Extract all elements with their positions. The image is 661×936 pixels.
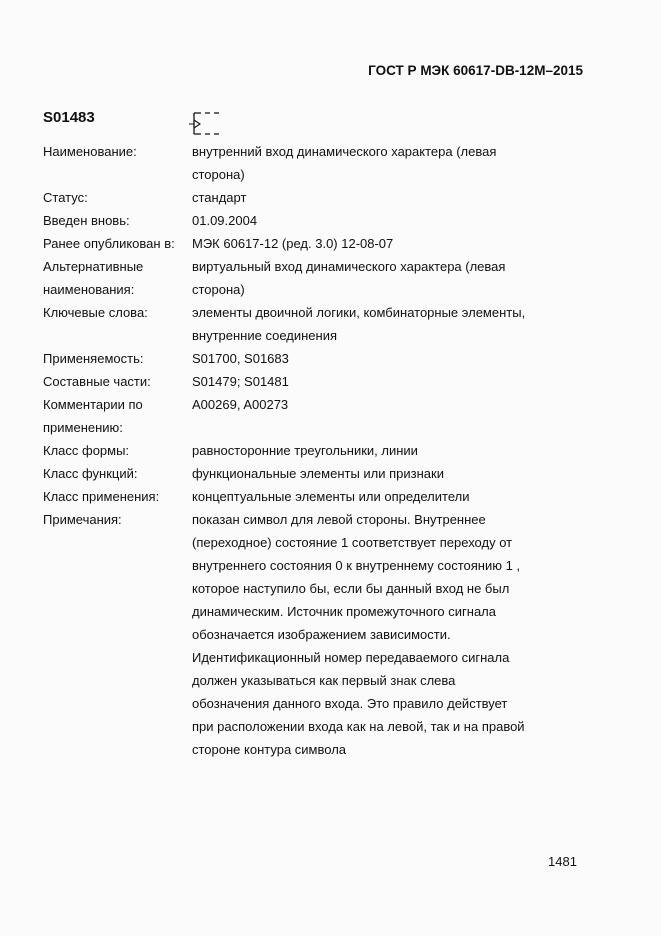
value-line: равносторонние треугольники, линии — [192, 443, 418, 458]
attribute-row — [43, 140, 583, 186]
attribute-label — [43, 347, 192, 370]
attribute-value — [192, 186, 583, 209]
value-line: (переходное) состояние 1 соответствует переходу от — [192, 535, 513, 550]
value-line: сторона) — [192, 282, 245, 297]
attribute-label — [43, 462, 192, 485]
value-line: обозначения данного входа. Это правило действует — [192, 696, 508, 711]
value-line: внутреннего состояния 0 к внутреннему состоянию 1 , — [192, 558, 521, 573]
attribute-row — [43, 255, 583, 301]
label-line: Комментарии по — [43, 397, 143, 412]
label-line: Класс формы: — [43, 443, 130, 458]
attribute-label — [43, 393, 192, 439]
attribute-row — [43, 232, 583, 255]
value-line: внутренние соединения — [192, 328, 338, 343]
attribute-label — [43, 508, 192, 761]
label-line: Ключевые слова: — [43, 305, 148, 320]
attribute-label — [43, 186, 192, 209]
value-line: динамическим. Источник промежуточного сигнала — [192, 604, 497, 619]
value-line: обозначается изображением зависимости. — [192, 627, 451, 642]
attribute-value — [192, 255, 583, 301]
attribute-value — [192, 485, 583, 508]
value-line: МЭК 60617-12 (ред. 3.0) 12-08-07 — [192, 236, 394, 251]
value-line: концептуальные элементы или определители — [192, 489, 470, 504]
attribute-row — [43, 393, 583, 439]
attribute-value — [192, 347, 583, 370]
attribute-value — [192, 232, 583, 255]
attribute-value — [192, 301, 583, 347]
label-line: Класс применения: — [43, 489, 160, 504]
attribute-row — [43, 439, 583, 462]
value-line: которое наступило бы, если бы данный вход не был — [192, 581, 510, 596]
value-line: стороне контура символа — [192, 742, 347, 757]
attribute-label — [43, 301, 192, 347]
label-line: наименования: — [43, 282, 135, 297]
symbol-attributes-table — [43, 140, 583, 761]
value-line: стандарт — [192, 190, 247, 205]
attribute-row — [43, 508, 583, 761]
attribute-label — [43, 485, 192, 508]
label-line: Альтернативные — [43, 259, 144, 274]
attribute-row — [43, 209, 583, 232]
value-line: виртуальный вход динамического характера (левая — [192, 259, 506, 274]
value-line: внутренний вход динамического характера (левая — [192, 144, 497, 159]
label-line: Класс функций: — [43, 466, 138, 481]
attribute-label — [43, 255, 192, 301]
attribute-row — [43, 485, 583, 508]
attribute-value — [192, 393, 583, 439]
value-line: A00269, A00273 — [192, 397, 289, 412]
value-line: сторона) — [192, 167, 245, 182]
value-line: при расположении входа как на левой, так и на правой — [192, 719, 525, 734]
attribute-label — [43, 232, 192, 255]
value-line: S01700, S01683 — [192, 351, 289, 366]
label-line: Примечания: — [43, 512, 122, 527]
value-line: функциональные элементы или признаки — [192, 466, 444, 481]
attribute-label — [43, 370, 192, 393]
attribute-row — [43, 301, 583, 347]
label-line: Введен вновь: — [43, 213, 130, 228]
attribute-label — [43, 140, 192, 186]
attribute-value — [192, 508, 583, 761]
dynamic-input-symbol-icon — [188, 110, 228, 138]
attribute-label — [43, 439, 192, 462]
value-line: показан символ для левой стороны. Внутреннее — [192, 512, 486, 527]
page-number: 1481 — [548, 854, 577, 869]
label-line: Ранее опубликован в: — [43, 236, 175, 251]
value-line: 01.09.2004 — [192, 213, 258, 228]
label-line: Составные части: — [43, 374, 151, 389]
attribute-row — [43, 186, 583, 209]
value-line: должен указываться как первый знак слева — [192, 673, 456, 688]
attribute-value — [192, 439, 583, 462]
label-line: применению: — [43, 420, 123, 435]
standard-header: ГОСТ Р МЭК 60617-DB-12M–2015 — [368, 63, 583, 78]
attribute-row — [43, 462, 583, 485]
label-line: Статус: — [43, 190, 88, 205]
value-line: элементы двоичной логики, комбинаторные элементы, — [192, 305, 526, 320]
label-line: Наименование: — [43, 144, 137, 159]
value-line: S01479; S01481 — [192, 374, 289, 389]
attribute-row — [43, 347, 583, 370]
attribute-value — [192, 462, 583, 485]
symbol-code: S01483 — [43, 109, 95, 126]
value-line: Идентификационный номер передаваемого сигнала — [192, 650, 510, 665]
attribute-value — [192, 209, 583, 232]
attribute-row — [43, 370, 583, 393]
attribute-label — [43, 209, 192, 232]
attribute-value — [192, 370, 583, 393]
label-line: Применяемость: — [43, 351, 144, 366]
attribute-value — [192, 140, 583, 186]
